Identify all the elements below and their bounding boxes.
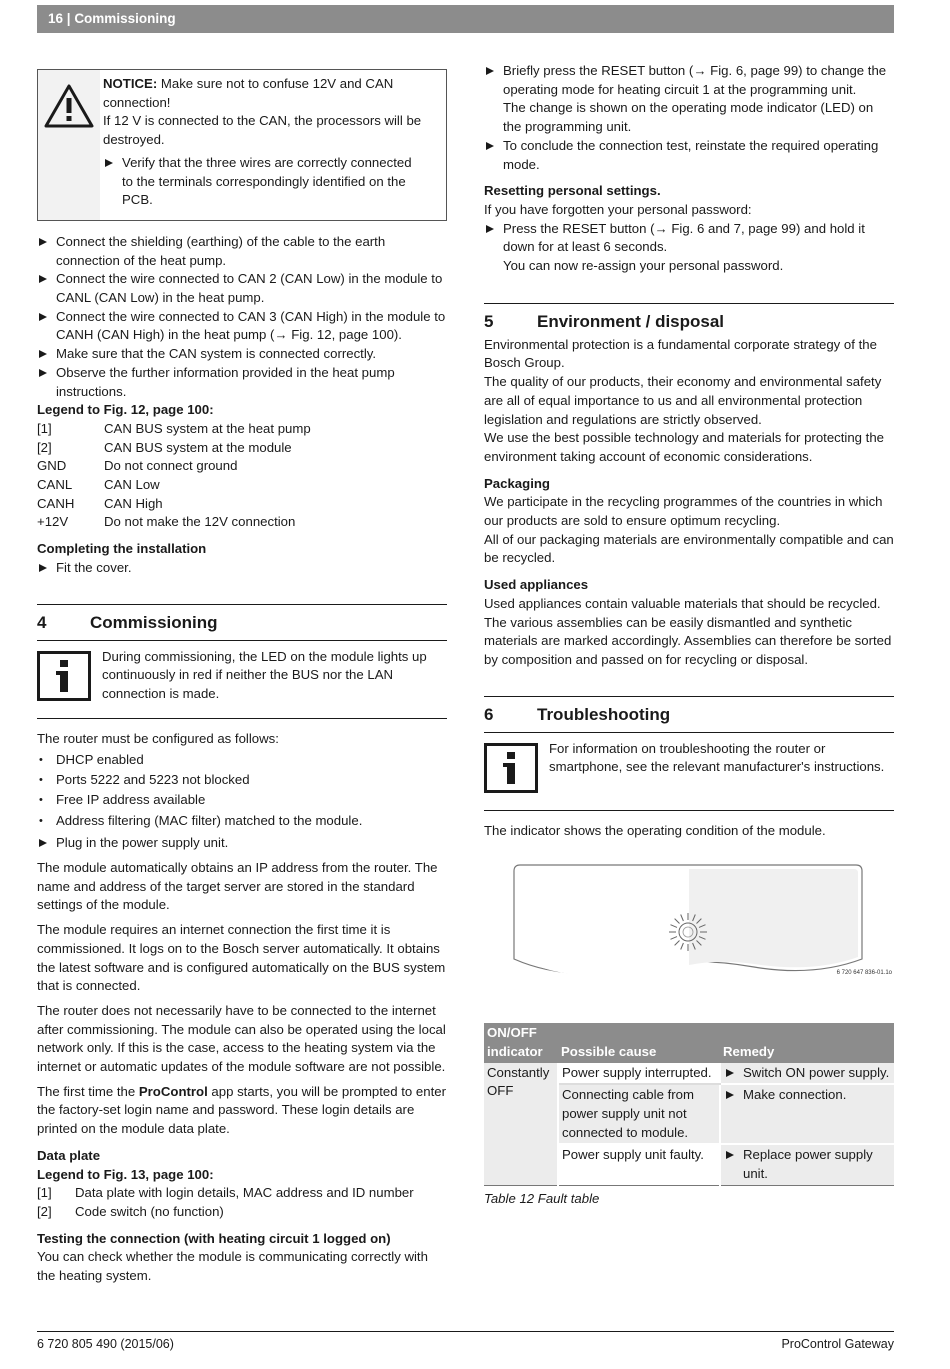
list-item: • Free IP address available	[37, 791, 447, 810]
step: Connect the wire connected to CAN 2 (CAN Low) in the module to CANL (CAN Low) in the heat pump.	[37, 270, 447, 307]
section-title: Commissioning	[90, 612, 218, 632]
text: app starts, you will be prompted to enter the factory-set login name and password. These login details are printed on the module data plate.	[37, 1083, 446, 1137]
product-name: ProControl Gateway	[781, 1337, 894, 1351]
header-title: Commissioning	[74, 11, 176, 26]
legend-value: CAN Low	[104, 477, 160, 493]
remedy-text: Make connection.	[724, 1086, 891, 1105]
step: Connect the shielding (earthing) of the cable to the earth connection of the heat pump.	[37, 233, 447, 270]
used-title: Used appliances	[484, 577, 589, 593]
paragraph: The module automatically obtains an IP address from the router. The name and address of the target server are stored in the standard settings of the module.	[37, 860, 438, 913]
paragraph: The quality of our products, their economy and environmental safety are all of equal importance to us and all environmental protection legislation and regulations are strictly observed.	[484, 374, 882, 427]
router-list	[37, 751, 447, 830]
legend-value: CAN High	[104, 495, 163, 511]
step: Connect the wire connected to CAN 3 (CAN High) in the module to CANH (CAN High) in the heat pump (→ Fig. 12, page 100).	[37, 308, 447, 345]
list-item: • Address filtering (MAC filter) matched to the module.	[37, 812, 447, 831]
paragraph: The various assemblies can be easily dismantled and synthetic materials are marked accordingly. Assemblies can therefore be sorted by composition and passed on for recycling or disposal.	[484, 614, 892, 667]
legend13-title: Legend to Fig. 13, page 100:	[37, 1166, 214, 1182]
list-item: • Ports 5222 and 5223 not blocked	[37, 771, 447, 790]
packaging-title: Packaging	[484, 475, 550, 491]
page-number: 16	[48, 11, 64, 26]
col-header-remedy: Remedy	[720, 1023, 894, 1062]
step: To conclude the connection test, reinstate the required operating mode.	[484, 137, 894, 174]
indicator-text: The indicator shows the operating condition of the module.	[484, 823, 826, 839]
section-number: 6	[484, 704, 494, 724]
info-box	[37, 641, 447, 720]
reset-result: You can now re-assign your personal password.	[503, 258, 784, 274]
legend-key: [2]	[37, 439, 52, 455]
legend-key: CANL	[37, 477, 73, 493]
connection-steps	[37, 233, 447, 401]
legend-value: Do not connect ground	[104, 458, 238, 474]
legend-key: CANH	[37, 495, 75, 511]
table-row	[484, 1063, 894, 1085]
paragraph: Environmental protection is a fundamental corporate strategy of the Bosch Group.	[484, 336, 877, 371]
remedy-text: Replace power supply unit.	[724, 1146, 891, 1183]
section-4-heading	[37, 604, 447, 641]
notice-line1: NOTICE: Make sure not to confuse 12V and CAN connection!	[103, 76, 394, 110]
paragraph: The router does not necessarily have to be connected to the internet after commissioning. The module can also be operated using the local network only. If this is the case, access to the heating system via the internet or automatic updates of the module software are not possible.	[37, 1002, 446, 1075]
legend-key: [1]	[37, 420, 52, 436]
paragraph: We use the best possible technology and materials for protecting the environment taking account of economic considerations.	[484, 430, 885, 464]
table-caption: Table 12 Fault table	[484, 1190, 600, 1206]
legend-key: [2]	[37, 1203, 52, 1219]
fault-table	[484, 1023, 894, 1186]
state-cell: Constantly OFF	[484, 1063, 558, 1186]
remedy-cell	[720, 1063, 894, 1085]
remedy-cell	[720, 1144, 894, 1185]
figure-code: 6 720 647 836-01.1o	[836, 970, 892, 977]
page-footer	[37, 1331, 894, 1354]
legend-value: Do not make the 12V connection	[104, 514, 296, 530]
module-indicator-figure	[484, 859, 894, 987]
legend12	[37, 420, 447, 532]
step-result: The change is shown on the operating mode indicator (LED) on the programming unit.	[503, 100, 874, 135]
paragraph: Used appliances contain valuable materials that should be recycled.	[484, 595, 881, 611]
cause-cell: Connecting cable from power supply unit not connected to module.	[558, 1084, 720, 1144]
left-column	[37, 62, 447, 1286]
legend-value: Data plate with login details, MAC address and ID number	[75, 1185, 414, 1201]
dataplate-title: Data plate	[37, 1147, 101, 1163]
step: Observe the further information provided in the heat pump instructions.	[37, 364, 447, 401]
app-name: ProControl	[138, 1083, 208, 1099]
info-icon	[484, 740, 549, 799]
section-number: 5	[484, 311, 494, 331]
step: Briefly press the RESET button (→ Fig. 6, page 99) to change the operating mode for heating circuit 1 at the programming unit.	[484, 62, 894, 99]
right-column	[484, 62, 894, 1208]
completing-step: Fit the cover.	[37, 559, 447, 578]
section-number: 4	[37, 612, 47, 632]
completing-title: Completing the installation	[37, 541, 207, 557]
page-header: 16 | Commissioning	[37, 5, 894, 33]
notice-line2: If 12 V is connected to the CAN, the processors will be destroyed.	[103, 113, 422, 148]
col-header-cause: Possible cause	[558, 1023, 720, 1062]
notice-action: Verify that the three wires are correctly connected to the terminals correspondingly identified on the PCB.	[103, 154, 426, 210]
notice-label: NOTICE:	[103, 76, 158, 91]
legend-value: CAN BUS system at the module	[104, 439, 292, 455]
section-title: Troubleshooting	[537, 704, 671, 724]
module-illustration	[484, 859, 894, 987]
col-header-indicator: ON/OFF indicator	[484, 1023, 558, 1062]
list-item: • DHCP enabled	[37, 751, 447, 770]
document-number: 6 720 805 490 (2015/06)	[37, 1337, 174, 1351]
text: The first time the	[37, 1083, 139, 1099]
info-box	[484, 733, 894, 812]
step: Make sure that the CAN system is connected correctly.	[37, 345, 447, 364]
testing-text: You can check whether the module is communicating correctly with the heating system.	[37, 1249, 428, 1284]
legend12-title: Legend to Fig. 12, page 100:	[37, 402, 214, 418]
paragraph: The module requires an internet connection the first time it is commissioned. It logs on to the Bosch server automatically. It obtains the latest software and is configured automatically on the BUS system that is connected.	[37, 922, 446, 994]
legend13	[37, 1184, 447, 1221]
legend-key: +12V	[37, 514, 69, 530]
reset-step: Press the RESET button (→ Fig. 6 and 7, page 99) and hold it down for at least 6 seconds.	[484, 220, 894, 257]
legend-key: [1]	[37, 1185, 52, 1201]
section-6-heading	[484, 696, 894, 733]
info-icon	[37, 648, 102, 707]
paragraph: We participate in the recycling programmes of the countries in which our products are sold to ensure optimum recycling.	[484, 494, 883, 529]
reset-intro: If you have forgotten your personal password:	[484, 201, 752, 217]
cause-cell: Power supply unit faulty.	[558, 1144, 720, 1185]
paragraph: All of our packaging materials are environmentally compatible and can be recycled.	[484, 531, 894, 566]
paragraph	[37, 1083, 447, 1139]
info-text: For information on troubleshooting the router or smartphone, see the relevant manufacturer's instructions.	[549, 740, 885, 775]
notice-box	[37, 69, 447, 221]
testing-title: Testing the connection (with heating circuit 1 logged on)	[37, 1230, 391, 1246]
warning-icon	[38, 75, 100, 210]
remedy-cell	[720, 1084, 894, 1144]
section-5-heading	[484, 303, 894, 336]
cause-cell: Power supply interrupted.	[558, 1063, 720, 1085]
legend-value: Code switch (no function)	[75, 1203, 224, 1219]
legend-value: CAN BUS system at the heat pump	[104, 420, 311, 436]
info-text: During commissioning, the LED on the module lights up continuously in red if neither the BUS nor the LAN connection is made.	[102, 648, 427, 701]
section-title: Environment / disposal	[537, 311, 725, 331]
remedy-text: Switch ON power supply.	[724, 1064, 891, 1083]
legend-key: GND	[37, 458, 67, 474]
router-intro: The router must be configured as follows:	[37, 731, 279, 747]
reset-title: Resetting personal settings.	[484, 183, 661, 199]
plug-step: Plug in the power supply unit.	[37, 834, 447, 853]
